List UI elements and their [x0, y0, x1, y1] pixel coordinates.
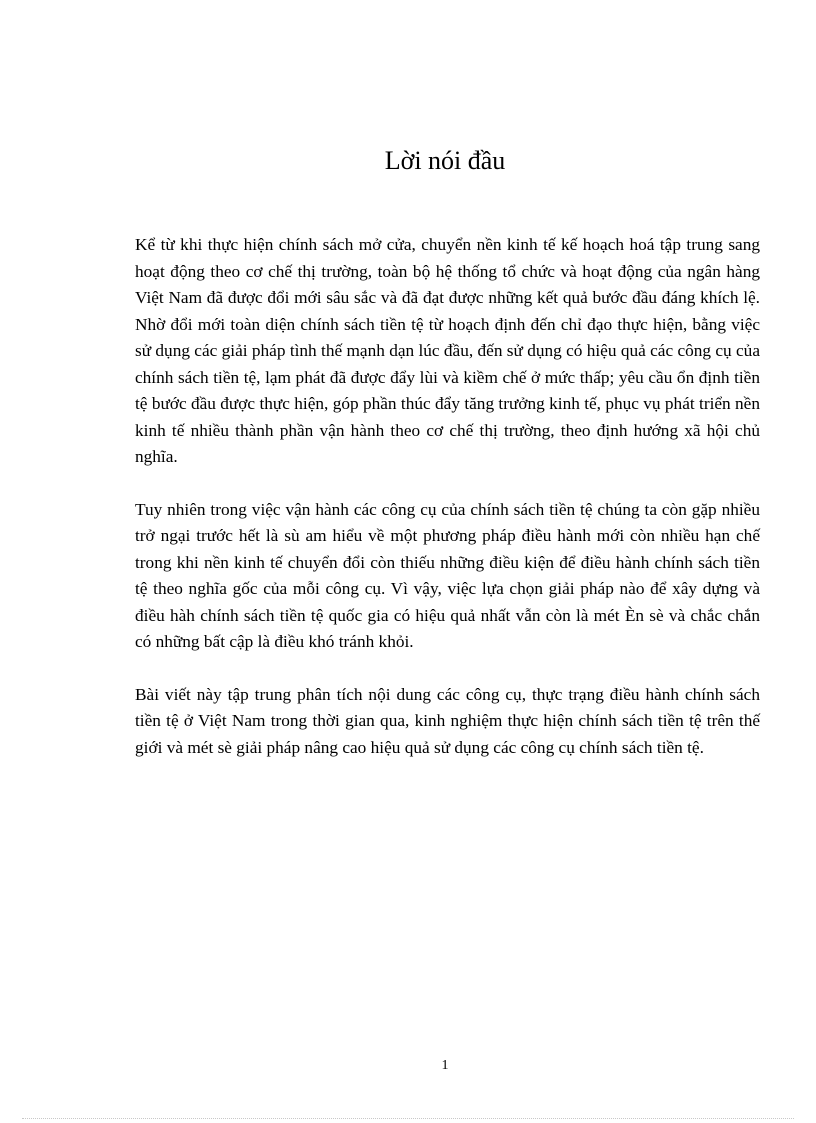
body-text	[135, 232, 760, 787]
page-edge-divider	[22, 1118, 794, 1119]
paragraph-2: Tuy nhiên trong việc vận hành các công cụ của chính sách tiền tệ chúng ta còn gặp nhiều trở ngại trước hết là sù am hiểu về một phương pháp điều hành mới còn nhiều hạn chế trong khi nền kinh tế chuyển đổi còn thiếu những điều kiện để điều hành chính sách tiền tệ theo nghĩa gốc của mỗi công cụ. Vì vậy, việc lựa chọn giải pháp nào để xây dựng và điều hàh chính sách tiền tệ quốc gia có hiệu quả nhất vẫn còn là mét Èn sè và chắc chắn có những bất cập là điều khó tránh khỏi.	[135, 499, 760, 651]
page-title: Lời nói đầu	[384, 146, 506, 175]
paragraph-1: Kể từ khi thực hiện chính sách mở cửa, chuyển nền kinh tế kế hoạch hoá tập trung sang hoạt động theo cơ chế thị trường, toàn bộ hệ thống tổ chức và hoạt động của ngân hàng Việt Nam đã được đổi mới sâu sắc và đã đạt được những kết quả bước đầu đáng khích lệ. Nhờ đổi mới toàn diện chính sách tiền tệ từ hoạch định đến chỉ đạo thực hiện, bằng việc sử dụng các giải pháp tình thế mạnh dạn lúc đầu, đến sử dụng có hiệu quả các công cụ của chính sách tiền tệ, lạm phát đã được đẩy lùi và kiềm chế ở mức thấp; yêu cầu ổn định tiền tệ bước đầu được thực hiện, góp phần thúc đẩy tăng trưởng kinh tế, phục vụ phát triển nền kinh tế nhiều thành phần vận hành theo cơ chế thị trường, theo định hướng xã hội chủ nghĩa.	[135, 235, 760, 466]
page-number: 1	[441, 1058, 449, 1073]
paragraph-3: Bài viết này tập trung phân tích nội dung các công cụ, thực trạng điều hành chính sách tiền tệ ở Việt Nam trong thời gian qua, kinh nghiệm thực hiện chính sách tiền tệ trên thế giới và mét sè giải pháp nâng cao hiệu quả sử dụng các công cụ chính sách tiền tệ.	[135, 684, 760, 757]
